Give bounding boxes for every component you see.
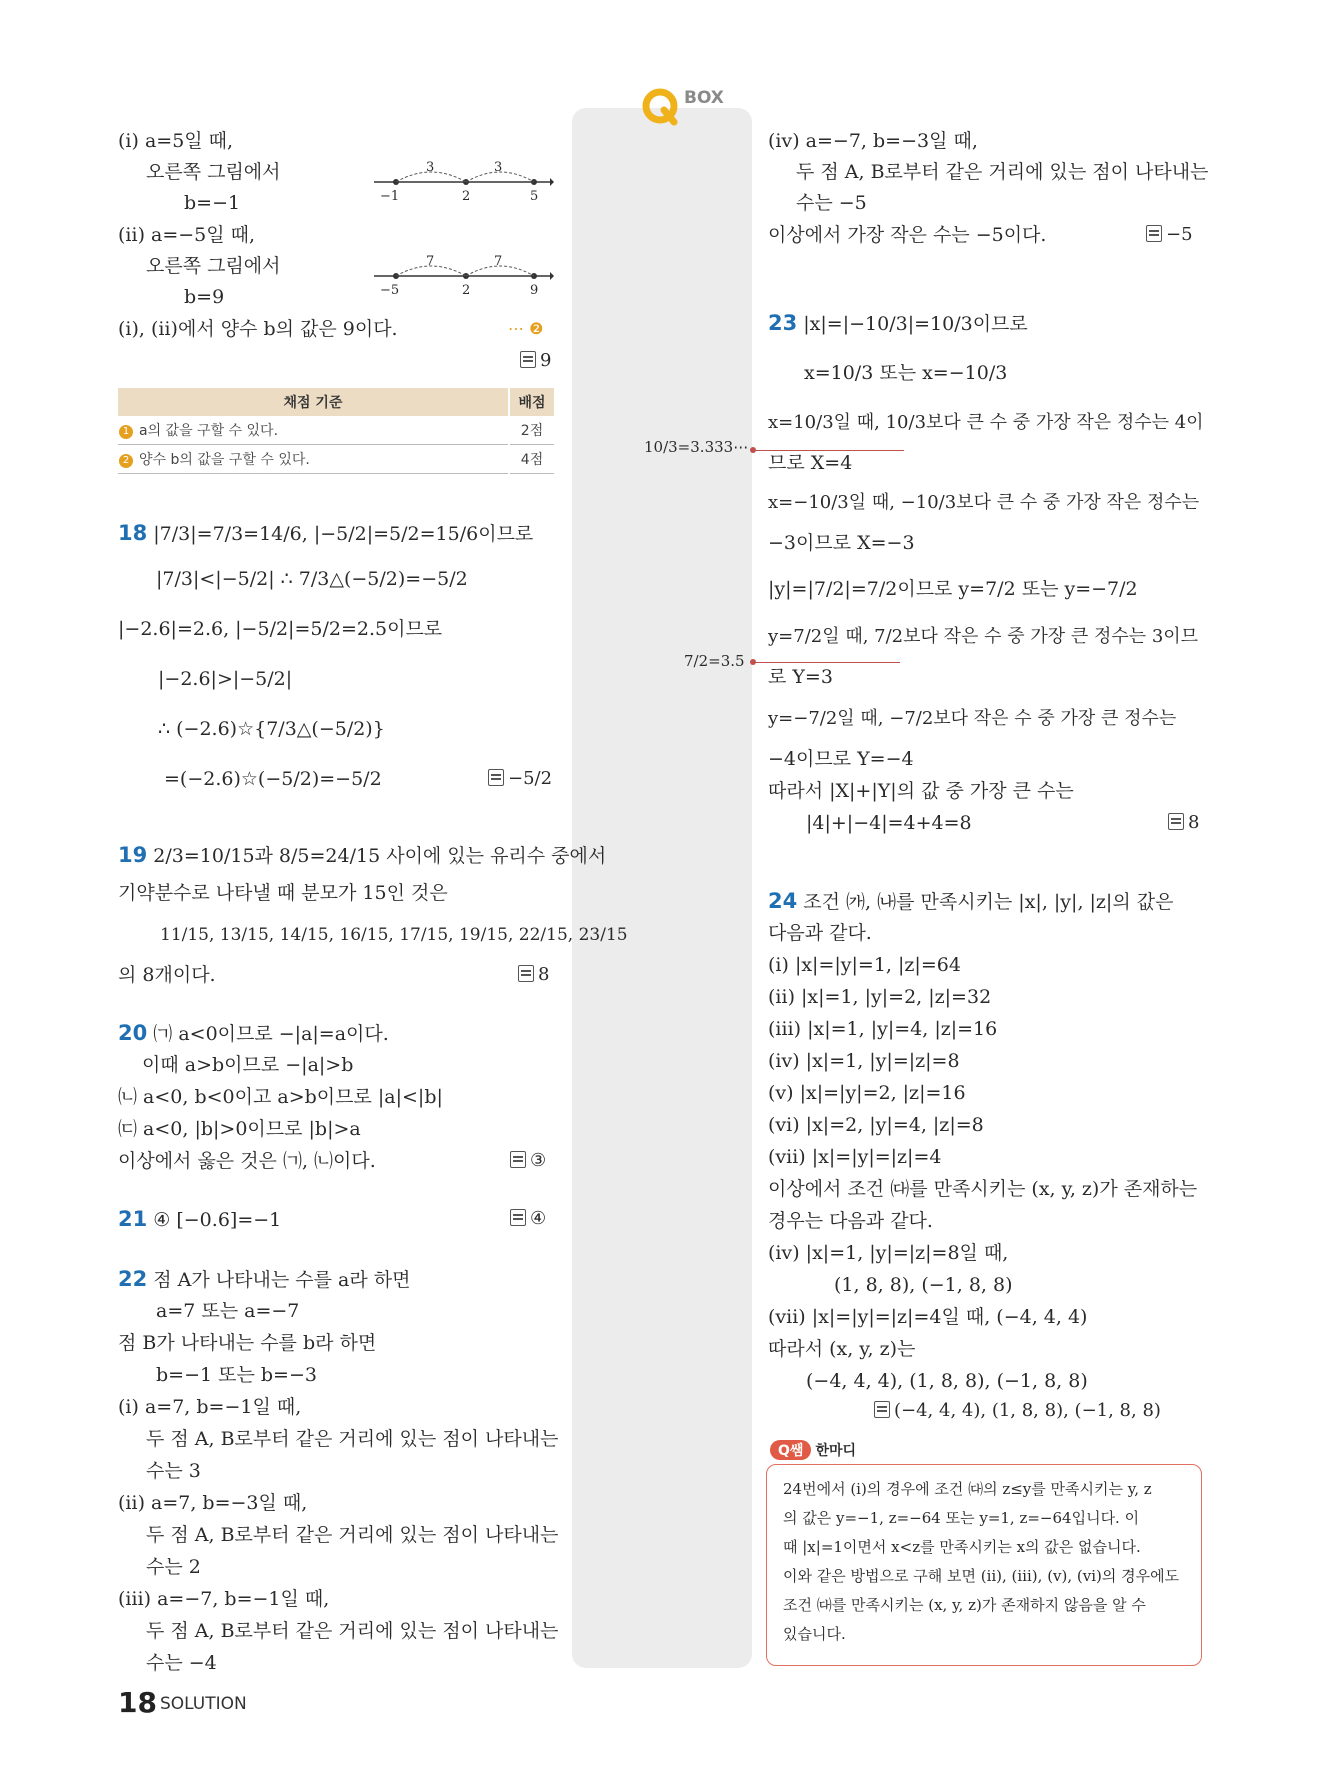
text-line: ④ [−0.6]=−1 [153,1209,282,1231]
text-line: 수는 −5 [796,192,867,214]
text-line: 조건 ㈎, ㈏를 만족시키는 |x|, |y|, |z|의 값은 [803,891,1174,913]
pointer-line [754,662,900,663]
answer-icon [518,965,534,982]
question-number: 19 [118,843,148,867]
text-line: 이상에서 옳은 것은 ㈀, ㈁이다. [118,1150,376,1172]
text-line: 이상에서 가장 작은 수는 −5이다. [768,224,1047,246]
text-line: 점 B가 나타내는 수를 b라 하면 [118,1332,377,1354]
answer-value: 8 [538,964,550,985]
text-line: x=10/3 또는 x=−10/3 [804,362,1008,384]
text-line: 로 Y=3 [768,666,833,688]
tick-label: −5 [380,283,400,298]
text-line: y=7/2일 때, 7/2보다 작은 수 중 가장 큰 정수는 3이므 [768,626,1199,647]
text-line: |y|=|7/2|=7/2이므로 y=7/2 또는 y=−7/2 [768,578,1138,600]
case-line: (ⅵ) |x|=2, |y|=4, |z|=8 [768,1114,984,1136]
tip-line: 24번에서 (ⅰ)의 경우에 조건 ㈐의 z≤y를 만족시키는 y, z [783,1480,1152,1498]
text-line: ㈁ a<0, b<0이고 a>b이므로 |a|<|b| [118,1086,443,1108]
answer-18 [488,768,552,789]
table-header: 배점 [509,388,554,416]
text-line: 수는 3 [146,1460,201,1482]
tip-header [770,1440,856,1460]
answer-value: (−4, 4, 4), (1, 8, 8), (−1, 8, 8) [894,1400,1161,1421]
tick-label: 2 [462,283,471,298]
answer-20 [510,1150,546,1171]
side-note: 7/2=3.5 [684,652,745,670]
table-row [118,445,554,474]
answer-23 [1168,812,1199,833]
text-line: |x|=|−10/3|=10/3이므로 [803,313,1028,335]
table-cell: 양수 b의 값을 구할 수 있다. [139,452,310,468]
answer-value: ③ [530,1150,547,1171]
box-label: BOX [684,88,724,108]
answer-icon [874,1401,890,1418]
answer-icon [510,1151,526,1168]
answer-21 [510,1208,546,1229]
tip-line: 있습니다. [783,1625,846,1643]
tip-line: 조건 ㈐를 만족시키는 (x, y, z)가 존재하지 않음을 알 수 [783,1596,1146,1614]
answer-24 [874,1400,1161,1421]
text-line: 두 점 A, B로부터 같은 거리에 있는 점이 나타내는 [146,1524,559,1546]
text-line: 두 점 A, B로부터 같은 거리에 있는 점이 나타내는 [146,1428,559,1450]
text-line: 수는 2 [146,1556,201,1578]
footer-label: SOLUTION [160,1694,247,1714]
tip-badge: Q쌤 [770,1440,811,1460]
tip-line: 이와 같은 방법으로 구해 보면 (ⅱ), (ⅲ), (ⅴ), (ⅵ)의 경우에도 [783,1567,1180,1585]
answer-icon [1146,225,1162,242]
question-number: 22 [118,1267,148,1291]
table-cell: a의 값을 구할 수 있다. [139,423,279,439]
answer-icon [510,1209,526,1226]
tick-label: 2 [462,189,471,204]
text-line: 오른쪽 그림에서 [146,161,281,183]
text-line: 이상에서 조건 ㈐를 만족시키는 (x, y, z)가 존재하는 [768,1178,1198,1200]
answer-17 [520,350,551,371]
text-line: (ⅰ) a=7, b=−1일 때, [118,1396,302,1418]
page-number: 18 [118,1686,157,1719]
text-line: =(−2.6)☆(−5/2)=−5/2 [164,768,382,790]
tip-title: 한마디 [815,1443,857,1459]
q-logo-icon [640,86,680,126]
text-line: |7/3|<|−5/2| ∴ 7/3△(−5/2)=−5/2 [156,568,468,590]
text-line: x=10/3일 때, 10/3보다 큰 수 중 가장 작은 정수는 4이 [768,412,1204,433]
answer-value: ④ [530,1208,547,1229]
text-line: 오른쪽 그림에서 [146,255,281,277]
answer-19 [518,964,549,985]
text-line: b=−1 [184,192,241,214]
text-line: (ⅳ) a=−7, b=−3일 때, [768,130,978,152]
gap-label: 7 [426,254,435,269]
text-line: 의 8개이다. [118,964,216,986]
table-cell: 4점 [509,445,554,474]
text-line: |4|+|−4|=4+4=8 [806,812,972,834]
tick-label: −1 [380,189,400,204]
text-line: 따라서 (x, y, z)는 [768,1338,916,1360]
table-cell: 2점 [509,416,554,445]
step-reference: ⋯ ❷ [508,319,544,338]
answer-value: −5 [1166,224,1193,245]
case-line: (ⅴ) |x|=|y|=2, |z|=16 [768,1082,966,1104]
text-line: 다음과 같다. [768,922,872,944]
text-line: 점 A가 나타내는 수를 a라 하면 [153,1269,411,1291]
gap-label: 3 [494,160,503,175]
text-line: (ⅶ) |x|=|y|=|z|=4일 때, (−4, 4, 4) [768,1306,1088,1328]
question-number: 24 [768,889,798,913]
text-line: −4이므로 Y=−4 [768,748,914,770]
case-line: (ⅳ) |x|=1, |y|=|z|=8 [768,1050,960,1072]
text-line: 기약분수로 나타낼 때 분모가 15인 것은 [118,882,448,904]
text-line: (1, 8, 8), (−1, 8, 8) [834,1274,1013,1296]
answer-icon [1168,813,1184,830]
tip-line: 의 값은 y=−1, z=−64 또는 y=1, z=−64입니다. 이 [783,1509,1140,1527]
text-line: (ⅱ) a=7, b=−3일 때, [118,1492,308,1514]
text-line: ㈂ a<0, |b|>0이므로 |b|>a [118,1118,361,1140]
table-row [118,416,554,445]
scoring-table [118,388,554,474]
text-line: |−2.6|>|−5/2| [158,668,293,690]
text-line: (ⅲ) a=−7, b=−1일 때, [118,1588,330,1610]
case-line: (ⅲ) |x|=1, |y|=4, |z|=16 [768,1018,998,1040]
text-line: 경우는 다음과 같다. [768,1210,933,1232]
case-line: (ⅱ) |x|=1, |y|=2, |z|=32 [768,986,992,1008]
text-line: (ⅱ) a=−5일 때, [118,224,256,246]
tip-box [766,1464,1202,1666]
case-line: (ⅶ) |x|=|y|=|z|=4 [768,1146,942,1168]
answer-icon [520,351,536,368]
text-line: −3이므로 X=−3 [768,532,915,554]
text-line: 수는 −4 [146,1652,217,1674]
text-line: 이때 a>b이므로 −|a|>b [142,1054,354,1076]
question-number: 23 [768,311,798,335]
text-line: ∴ (−2.6)☆{7/3△(−5/2)} [158,718,385,740]
text-line: (−4, 4, 4), (1, 8, 8), (−1, 8, 8) [806,1370,1088,1392]
margin-band [572,108,752,1668]
text-line: 두 점 A, B로부터 같은 거리에 있는 점이 나타내는 [796,161,1209,183]
text-line: |7/3|=7/3=14/6, |−5/2|=5/2=15/6이므로 [153,523,534,545]
question-number: 21 [118,1207,148,1231]
text-line: 11/15, 13/15, 14/15, 16/15, 17/15, 19/15, 22/15, 23/15 [160,925,628,945]
tip-line: 때 |x|=1이면서 x<z를 만족시키는 x의 값은 없습니다. [783,1538,1141,1556]
gap-label: 3 [426,160,435,175]
text-line: 므로 X=4 [768,452,853,474]
step-number-badge: 1 [119,425,133,439]
text-line: (ⅳ) |x|=1, |y|=|z|=8일 때, [768,1242,1009,1264]
tick-label: 5 [530,189,539,204]
answer-value: 9 [540,350,552,371]
answer-22 [1146,224,1193,245]
text-line: 2/3=10/15과 8/5=24/15 사이에 있는 유리수 중에서 [153,845,607,867]
text-line: (ⅰ) a=5일 때, [118,130,234,152]
text-line: ㈀ a<0이므로 −|a|=a이다. [153,1023,389,1045]
answer-value: 8 [1188,812,1200,833]
text-line: y=−7/2일 때, −7/2보다 작은 수 중 가장 큰 정수는 [768,708,1177,729]
text-line: b=−1 또는 b=−3 [156,1364,317,1386]
case-line: (ⅰ) |x|=|y|=1, |z|=64 [768,954,961,976]
step-number-badge: 2 [119,454,133,468]
text-line: (ⅰ), (ⅱ)에서 양수 b의 값은 9이다. [118,318,398,340]
table-header: 채점 기준 [118,388,509,416]
answer-icon [488,769,504,786]
side-note: 10/3=3.333⋯ [644,438,749,456]
question-number: 18 [118,521,148,545]
tick-label: 9 [530,283,539,298]
text-line: a=7 또는 a=−7 [156,1300,300,1322]
text-line: x=−10/3일 때, −10/3보다 큰 수 중 가장 작은 정수는 [768,492,1200,513]
question-number: 20 [118,1021,148,1045]
text-line: |−2.6|=2.6, |−5/2|=5/2=2.5이므로 [118,618,443,640]
answer-value: −5/2 [508,768,553,789]
text-line: 두 점 A, B로부터 같은 거리에 있는 점이 나타내는 [146,1620,559,1642]
text-line: 따라서 |X|+|Y|의 값 중 가장 큰 수는 [768,780,1074,802]
text-line: b=9 [184,286,225,308]
gap-label: 7 [494,254,503,269]
